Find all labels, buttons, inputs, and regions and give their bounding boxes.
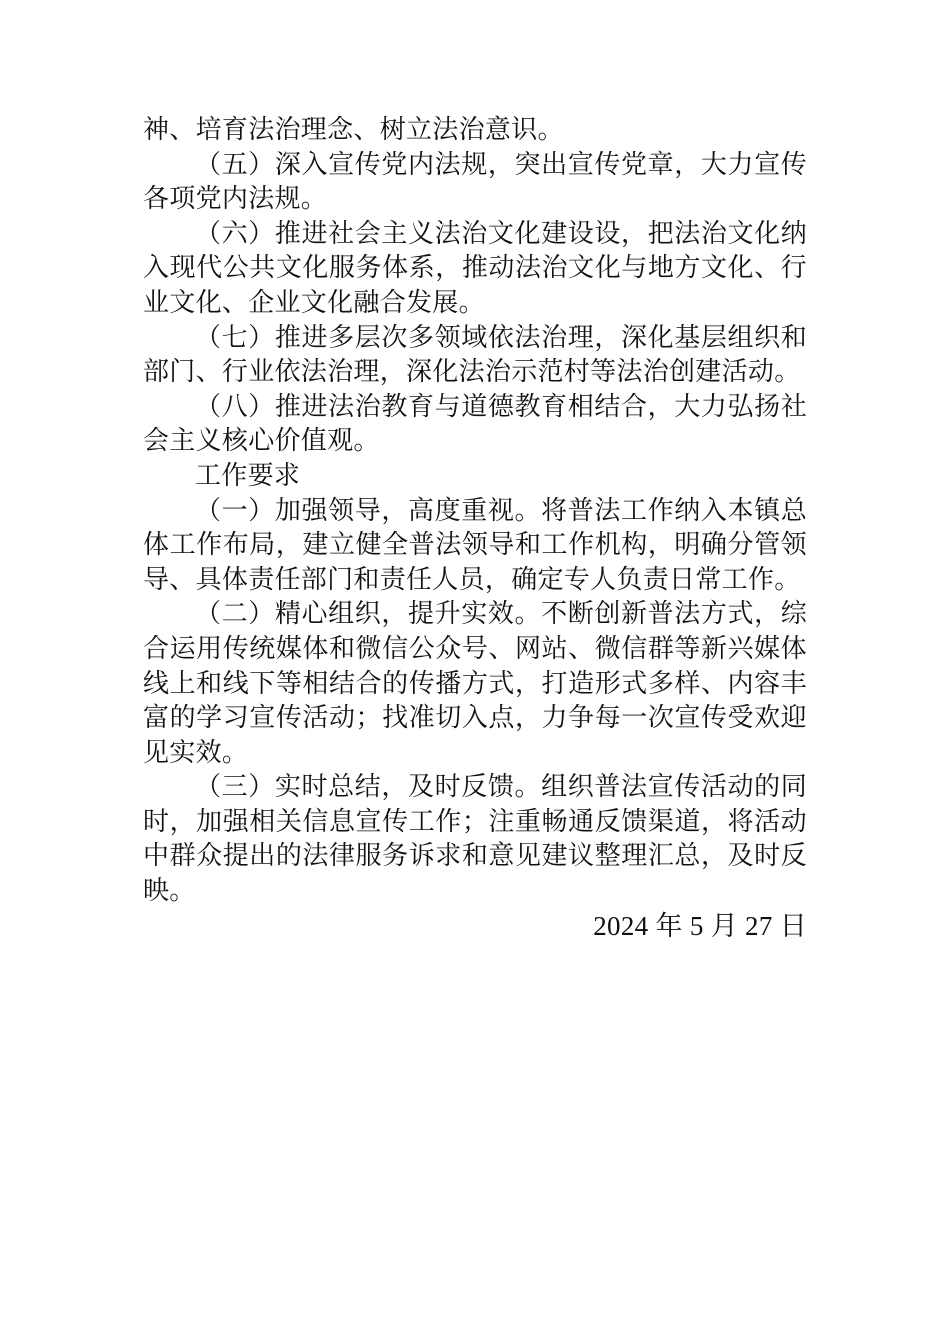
section-heading: 工作要求 — [195, 460, 301, 491]
requirement-item-3: （三）实时总结，及时反馈。组织普法宣传活动的同时，加强相关信息宣传工作；注重畅通反馈渠道，将活动中群众提出的法律服务诉求和意见建议整理汇总，及时反映。 — [143, 772, 807, 907]
document-page — [143, 113, 807, 943]
requirement-item-1: （一）加强领导，高度重视。将普法工作纳入本镇总体工作布局，建立健全普法领导和工作机构，明确分管领导、具体责任部门和责任人员，确定专人负责日常工作。 — [143, 495, 807, 595]
paragraph-item-7: （七）推进多层次多领域依法治理，深化基层组织和部门、行业依法治理，深化法治示范村等法治创建活动。 — [143, 322, 807, 388]
paragraph-item-5: （五）深入宣传党内法规，突出宣传党章，大力宣传各项党内法规。 — [143, 149, 807, 215]
paragraph-continuation: 神、培育法治理念、树立法治意识。 — [143, 115, 564, 145]
requirement-item-2: （二）精心组织，提升实效。不断创新普法方式，综合运用传统媒体和微信公众号、网站、微信群等新兴媒体线上和线下等相结合的传播方式，打造形式多样、内容丰富的学习宣传活动；找准切入点，力争每一次宣传受欢迎见实效。 — [143, 599, 807, 768]
paragraph-item-6: （六）推进社会主义法治文化建设设，把法治文化纳入现代公共文化服务体系，推动法治文化与地方文化、行业文化、企业文化融合发展。 — [143, 218, 807, 318]
document-date: 2024 年 5 月 27 日 — [593, 910, 807, 941]
paragraph-item-8: （八）推进法治教育与道德教育相结合，大力弘扬社会主义核心价值观。 — [143, 391, 807, 457]
